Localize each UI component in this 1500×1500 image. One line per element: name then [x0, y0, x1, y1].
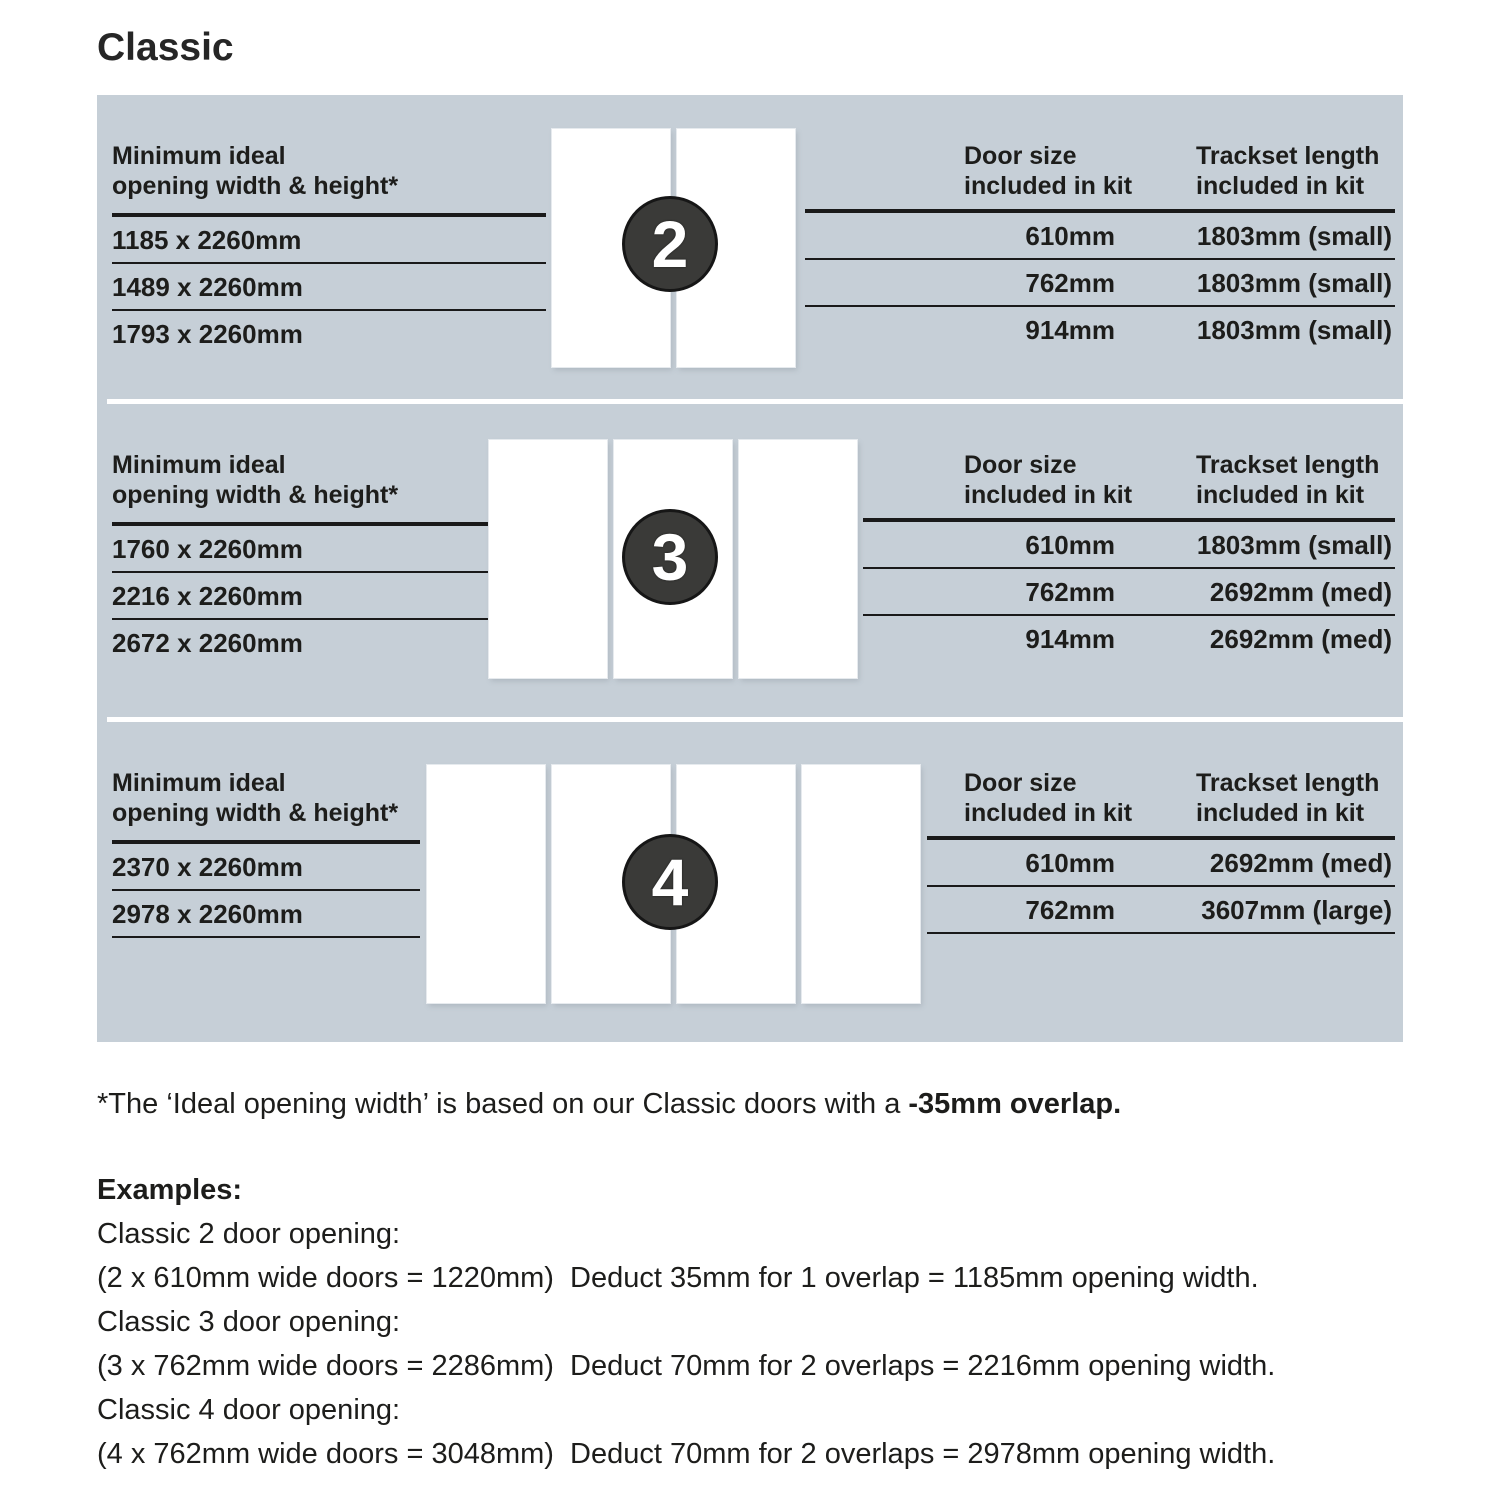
kit-table-header — [927, 768, 1395, 840]
door-panel — [489, 440, 607, 678]
trackset-column-header: Trackset length included in kit — [1196, 142, 1380, 200]
door-size-value: 762mm — [1025, 268, 1115, 298]
kit-table-row — [863, 569, 1395, 616]
opening-size-value: 2216 x 2260mm — [112, 573, 546, 620]
kit-table-header — [863, 450, 1395, 522]
door-panel — [802, 765, 920, 1003]
trackset-length-value: 1803mm (small) — [1196, 315, 1392, 345]
opening-size-value: 2978 x 2260mm — [112, 891, 420, 938]
footnote — [97, 1088, 1121, 1121]
opening-column-header: Minimum ideal opening width & height* — [112, 768, 420, 844]
door-size-column-header: Door size included in kit — [964, 769, 1133, 827]
trackset-length-value: 3607mm (large) — [1201, 895, 1392, 925]
examples-heading: Examples: — [97, 1174, 243, 1206]
example-label: Classic 3 door opening: — [97, 1306, 401, 1338]
opening-column-header: Minimum ideal opening width & height* — [112, 450, 546, 526]
trackset-length-value: 1803mm (small) — [1196, 530, 1392, 560]
door-panel — [427, 765, 545, 1003]
door-size-value: 762mm — [1025, 577, 1115, 607]
door-size-column-header: Door size included in kit — [964, 451, 1133, 509]
example-label: Classic 4 door opening: — [97, 1394, 401, 1426]
spec-section-2-door — [97, 95, 1403, 400]
door-size-value: 914mm — [1025, 315, 1115, 345]
opening-size-value: 1185 x 2260mm — [112, 217, 546, 264]
trackset-column-header: Trackset length included in kit — [1196, 769, 1380, 827]
spec-section-4-door — [97, 722, 1403, 1042]
example-calculation: (3 x 762mm wide doors = 2286mm) Deduct 70mm for 2 overlaps = 2216mm opening width. — [97, 1350, 1276, 1382]
kit-table-row — [805, 260, 1395, 307]
door-size-value: 610mm — [1025, 221, 1115, 251]
opening-size-value: 1489 x 2260mm — [112, 264, 546, 311]
kit-table — [805, 141, 1395, 354]
opening-size-value: 2672 x 2260mm — [112, 628, 303, 658]
examples-block — [97, 1168, 1275, 1476]
page-title: Classic — [97, 26, 234, 69]
trackset-length-value: 1803mm (small) — [1196, 268, 1392, 298]
door-count-badge: 2 — [622, 196, 718, 292]
opening-size-table — [112, 450, 546, 667]
example-calculation: (4 x 762mm wide doors = 3048mm) Deduct 70mm for 2 overlaps = 2978mm opening width. — [97, 1438, 1276, 1470]
door-size-value: 762mm — [1025, 895, 1115, 925]
trackset-length-value: 1803mm (small) — [1196, 221, 1392, 251]
kit-table-row — [927, 887, 1395, 934]
kit-table-row — [863, 616, 1395, 663]
trackset-length-value: 2692mm (med) — [1209, 848, 1392, 878]
kit-table-header — [805, 141, 1395, 213]
kit-table — [927, 768, 1395, 934]
trackset-length-value: 2692mm (med) — [1209, 624, 1392, 654]
trackset-column-header: Trackset length included in kit — [1196, 451, 1380, 509]
footnote-bold-text: -35mm overlap. — [908, 1088, 1122, 1120]
opening-size-value: 1793 x 2260mm — [112, 319, 303, 349]
door-size-value: 914mm — [1025, 624, 1115, 654]
door-size-value: 610mm — [1025, 848, 1115, 878]
opening-size-value: 2370 x 2260mm — [112, 844, 420, 891]
kit-table-row — [927, 840, 1395, 887]
kit-table-row — [863, 522, 1395, 569]
kit-table-row — [805, 307, 1395, 354]
example-calculation: (2 x 610mm wide doors = 1220mm) Deduct 35mm for 1 overlap = 1185mm opening width. — [97, 1262, 1259, 1294]
opening-size-value: 1760 x 2260mm — [112, 526, 546, 573]
kit-table — [863, 450, 1395, 663]
door-count-badge: 4 — [622, 834, 718, 930]
kit-table-row — [805, 213, 1395, 260]
trackset-length-value: 2692mm (med) — [1209, 577, 1392, 607]
door-size-value: 610mm — [1025, 530, 1115, 560]
opening-column-header: Minimum ideal opening width & height* — [112, 141, 546, 217]
footnote-text: *The ‘Ideal opening width’ is based on our Classic doors with a — [97, 1088, 909, 1120]
spec-panel-group — [97, 95, 1403, 1042]
door-panel — [739, 440, 857, 678]
door-count-badge: 3 — [622, 509, 718, 605]
example-label: Classic 2 door opening: — [97, 1218, 401, 1250]
spec-section-3-door — [97, 404, 1403, 718]
door-size-column-header: Door size included in kit — [964, 142, 1133, 200]
opening-size-table — [112, 768, 420, 938]
opening-size-table — [112, 141, 546, 358]
